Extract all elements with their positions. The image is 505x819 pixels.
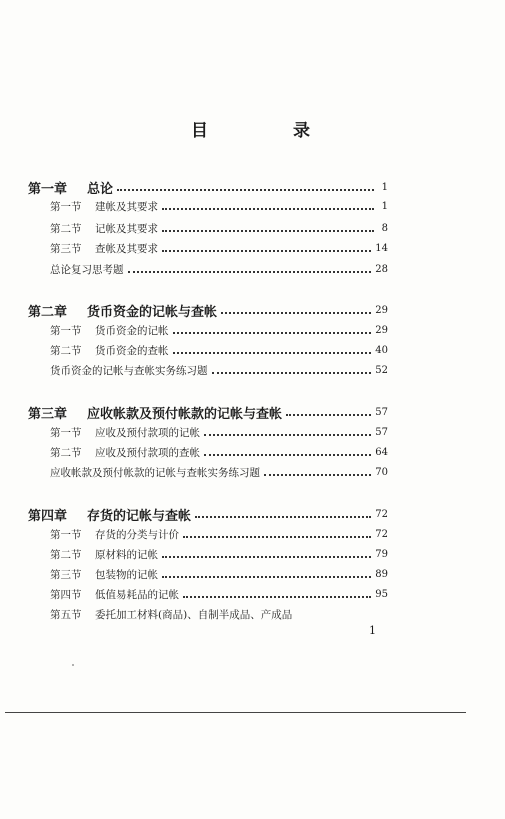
page-ref: 95: [375, 588, 388, 600]
page-ref: 29: [375, 304, 388, 316]
dot-leader: [162, 556, 371, 558]
page-number: 1: [369, 624, 376, 637]
section-title: 应收及预付款项的记帐: [95, 426, 200, 439]
page-ref: 70: [375, 466, 388, 478]
scan-speck: [72, 664, 74, 666]
dot-leader: [173, 332, 372, 334]
section-3-1: [50, 424, 388, 440]
section-title: 总论复习思考题: [50, 263, 124, 276]
dot-leader: [212, 372, 372, 374]
section-3-2: [50, 444, 388, 460]
dot-leader: [183, 596, 371, 598]
page-ref: 72: [375, 528, 388, 540]
dot-leader: [173, 352, 372, 354]
chapter-title: 货币资金的记帐与查帐: [87, 304, 218, 320]
section-2-practice: [50, 362, 388, 378]
section-label: 第一节: [50, 528, 82, 541]
page-ref: 89: [375, 568, 388, 580]
dot-leader: [162, 576, 371, 578]
dot-leader: [264, 474, 371, 476]
page-ref: 1: [381, 200, 388, 212]
dot-leader: [204, 454, 371, 456]
dot-leader: [117, 189, 374, 191]
chapter-4: [28, 505, 388, 523]
chapter-1: [28, 178, 388, 196]
section-4-4: [50, 586, 388, 602]
page-ref: 52: [375, 364, 388, 376]
page-ref: 57: [375, 406, 388, 418]
section-label: 第二节: [50, 446, 82, 459]
section-2-2: [50, 342, 388, 358]
section-3-practice: [50, 464, 388, 480]
section-title: 原材料的记帐: [95, 548, 158, 561]
page-ref: 8: [381, 222, 388, 234]
section-4-5: [50, 606, 388, 622]
section-title: 记帐及其要求: [95, 222, 158, 235]
page-title: 目 录: [191, 121, 344, 141]
section-title: 货币资金的记帐: [95, 324, 169, 337]
section-label: 第二节: [50, 344, 82, 357]
section-title: 货币资金的查帐: [95, 344, 169, 357]
section-title: 低值易耗品的记帐: [95, 588, 179, 601]
section-1-2: [50, 220, 388, 236]
dot-leader: [162, 230, 374, 232]
dot-leader: [128, 271, 372, 273]
dot-leader: [162, 208, 374, 210]
page-ref: 1: [381, 181, 388, 193]
section-label: 第二节: [50, 548, 82, 561]
chapter-title: 存货的记帐与查帐: [87, 508, 192, 524]
chapter-label: 第三章: [28, 406, 68, 422]
page-ref: 28: [375, 263, 388, 275]
section-title: 查帐及其要求: [95, 242, 158, 255]
dot-leader: [162, 250, 371, 252]
chapter-3: [28, 403, 388, 421]
section-4-3: [50, 566, 388, 582]
page-ref: 57: [375, 426, 388, 438]
section-label: 第三节: [50, 242, 82, 255]
bottom-rule: [5, 712, 466, 713]
section-4-2: [50, 546, 388, 562]
chapter-label: 第一章: [28, 181, 68, 197]
section-1-3: [50, 240, 388, 256]
section-title: 存货的分类与计价: [95, 528, 179, 541]
section-title: 包装物的记帐: [95, 568, 158, 581]
section-2-1: [50, 322, 388, 338]
section-title: 委托加工材料(商品)、自制半成品、产成品: [95, 608, 293, 621]
section-4-1: [50, 526, 388, 542]
dot-leader: [183, 536, 371, 538]
page-ref: 79: [375, 548, 388, 560]
section-label: 第五节: [50, 608, 82, 621]
page-ref: 29: [375, 324, 388, 336]
chapter-title: 应收帐款及预付帐款的记帐与查帐: [87, 406, 283, 422]
section-1-review: [50, 261, 388, 277]
section-label: 第一节: [50, 200, 82, 213]
section-1-1: [50, 198, 388, 214]
dot-leader: [221, 312, 371, 314]
page-ref: 40: [375, 344, 388, 356]
section-title: 应收帐款及预付帐款的记帐与查帐实务练习题: [50, 466, 260, 479]
dot-leader: [286, 414, 371, 416]
dot-leader: [204, 434, 371, 436]
section-label: 第一节: [50, 324, 82, 337]
chapter-title: 总论: [87, 181, 114, 197]
page-ref: 14: [375, 242, 388, 254]
page-ref: 64: [375, 446, 388, 458]
section-label: 第四节: [50, 588, 82, 601]
section-label: 第二节: [50, 222, 82, 235]
section-title: 建帐及其要求: [95, 200, 158, 213]
chapter-label: 第四章: [28, 508, 68, 524]
section-label: 第一节: [50, 426, 82, 439]
chapter-label: 第二章: [28, 304, 68, 320]
chapter-2: [28, 301, 388, 319]
section-title: 应收及预付款项的查帐: [95, 446, 200, 459]
section-label: 第三节: [50, 568, 82, 581]
page-ref: 72: [375, 508, 388, 520]
section-title: 货币资金的记帐与查帐实务练习题: [50, 364, 208, 377]
dot-leader: [195, 516, 371, 518]
